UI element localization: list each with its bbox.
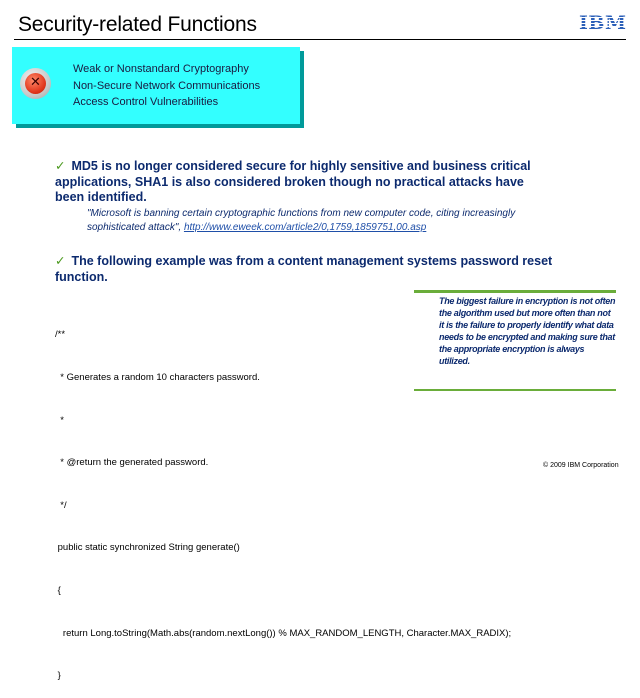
code-line: public static synchronized String generate() <box>55 542 240 554</box>
slide-title: Security-related Functions <box>18 13 257 36</box>
vulnerability-box <box>12 47 300 124</box>
code-line: } <box>55 670 61 682</box>
x-circle-icon <box>20 68 51 99</box>
callout-text: The biggest failure in encryption is not often the algorithm used but more often than not it is the failure to properly identify what data needs to be encrypted and making sure that the appropriate encryption is always utilized. <box>439 296 616 366</box>
code-line: * <box>55 414 64 426</box>
microsoft-quote <box>87 207 557 235</box>
ibm-logo <box>579 12 626 34</box>
bullet-md5 <box>55 159 555 206</box>
bullet-text: The following example was from a content management systems password reset function. <box>55 254 553 284</box>
check-icon: ✓ <box>55 254 66 268</box>
code-line: { <box>55 585 61 597</box>
vulnerability-item: Non-Secure Network Communications <box>73 79 261 92</box>
code-line: /** <box>55 329 66 341</box>
code-line: */ <box>55 499 67 511</box>
check-icon: ✓ <box>55 159 66 173</box>
eweek-link[interactable]: http://www.eweek.com/article2/0,1759,1859751,00.asp <box>183 222 427 233</box>
title-divider <box>14 39 626 40</box>
code-line: return Long.toString(Math.abs(random.nextLong()) % MAX_RANDOM_LENGTH, Character.MAX_RADIX); <box>55 627 512 639</box>
vulnerability-item: Access Control Vulnerabilities <box>73 96 219 108</box>
bullet-example <box>55 254 555 285</box>
quote-text: "Microsoft is banning certain cryptographic functions from new computer code, citing increasingly sophisticated attack", <box>87 208 516 233</box>
vulnerability-item: Weak or Nonstandard Cryptography <box>73 63 249 75</box>
copyright-footer: © 2009 IBM Corporation <box>543 462 619 469</box>
code-line: * @return the generated password. <box>55 457 209 469</box>
ibm-logo-text: IBM <box>579 12 627 34</box>
vulnerability-list <box>73 61 260 111</box>
code-line: * Generates a random 10 characters password. <box>55 372 260 384</box>
encryption-callout <box>414 290 616 391</box>
bullet-text: MD5 is no longer considered secure for highly sensitive and business critical applications, SHA1 is also considered broken though no practical attacks have been identified. <box>55 159 531 204</box>
